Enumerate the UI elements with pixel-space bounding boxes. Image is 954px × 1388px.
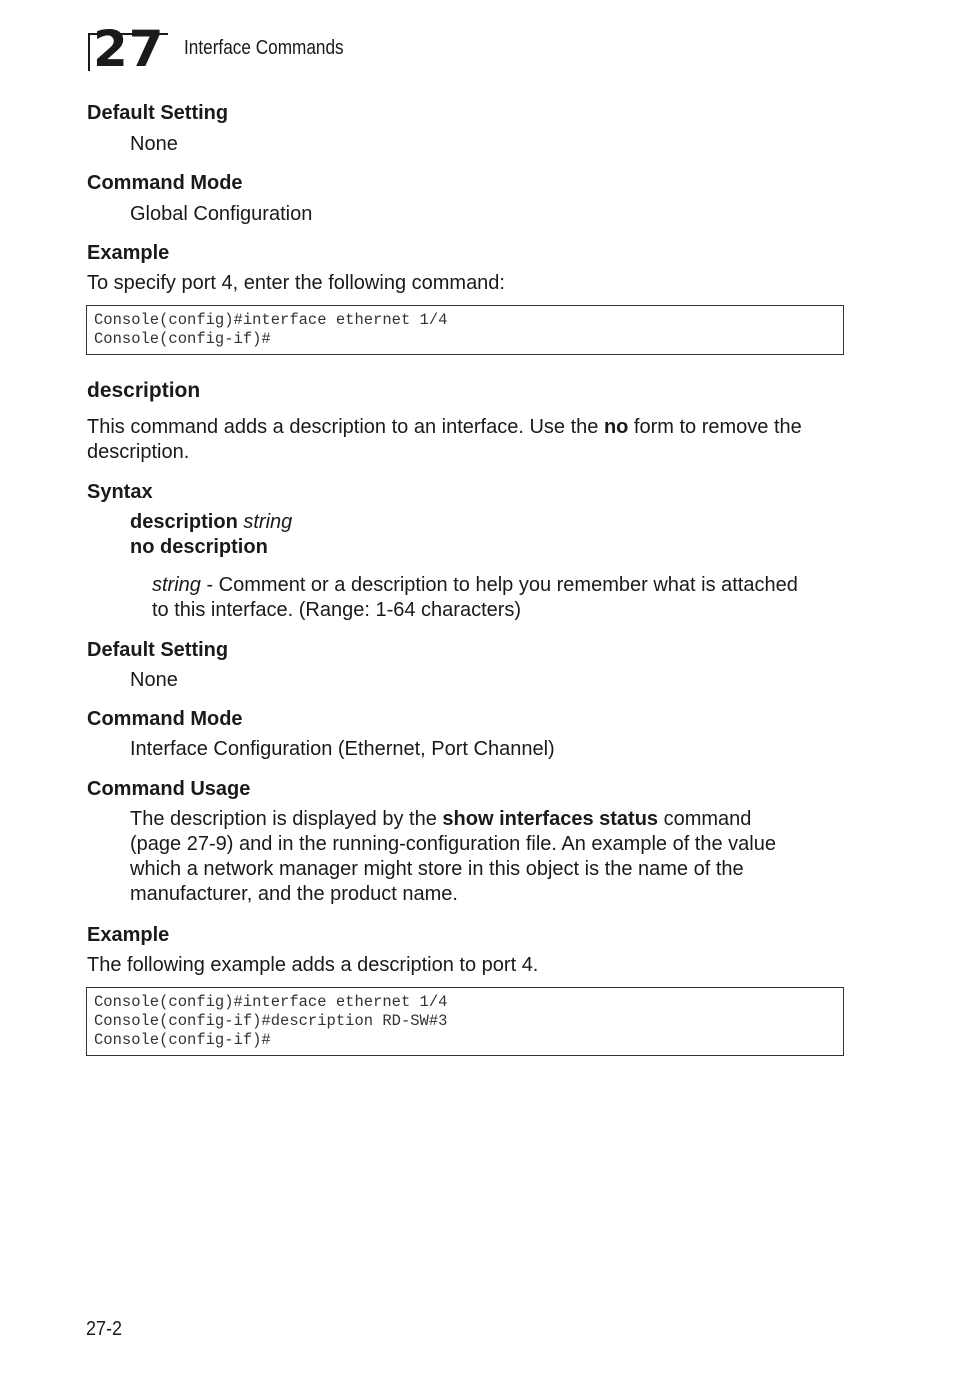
default-setting-value: None bbox=[130, 133, 178, 155]
syntax-block bbox=[130, 510, 292, 560]
syntax-command: description bbox=[130, 511, 238, 533]
syntax-heading: Syntax bbox=[87, 481, 153, 503]
default-setting-heading: Default Setting bbox=[87, 639, 229, 661]
show-interfaces-status-keyword: show interfaces status bbox=[442, 808, 659, 830]
running-title: Interface Commands bbox=[184, 37, 344, 59]
parameter-name: string bbox=[152, 574, 201, 596]
page-number: 27-2 bbox=[86, 1318, 123, 1340]
parameter-description: string - Comment or a description to help you remember what is attached to this interface. (Range: 1-64 characters) bbox=[152, 574, 798, 621]
command-mode-heading: Command Mode bbox=[87, 708, 243, 730]
command-title: description bbox=[87, 379, 201, 402]
code-line: Console(config)#interface ethernet 1/4 bbox=[94, 311, 448, 329]
code-line: Console(config-if)# bbox=[94, 1031, 271, 1049]
default-setting-heading: Default Setting bbox=[87, 102, 229, 124]
code-line: Console(config-if)#description RD-SW#3 bbox=[94, 1012, 448, 1030]
code-line: Console(config)#interface ethernet 1/4 bbox=[94, 993, 448, 1011]
syntax-argument: string bbox=[243, 511, 293, 533]
chapter-number: 27 bbox=[93, 20, 165, 78]
example-intro: To specify port 4, enter the following command: bbox=[87, 272, 505, 294]
code-line: Console(config-if)# bbox=[94, 330, 271, 348]
command-intro: This command adds a description to an interface. Use the no form to remove the description. bbox=[87, 416, 802, 463]
example-intro: The following example adds a description to port 4. bbox=[87, 954, 539, 976]
command-usage-heading: Command Usage bbox=[87, 778, 251, 800]
example-heading: Example bbox=[87, 242, 170, 264]
code-block bbox=[86, 305, 844, 355]
no-keyword: no bbox=[603, 416, 629, 438]
default-setting-value: None bbox=[130, 669, 178, 691]
command-mode-value: Interface Configuration (Ethernet, Port Channel) bbox=[130, 738, 555, 760]
example-heading: Example bbox=[87, 924, 170, 946]
command-mode-value: Global Configuration bbox=[130, 203, 313, 225]
command-mode-heading: Command Mode bbox=[87, 172, 243, 194]
chapter-number-box bbox=[88, 20, 168, 78]
code-block bbox=[86, 987, 844, 1056]
command-usage-text: The description is displayed by the show interfaces status command (page 27-9) and in the running-configuration file. An example of the value which a network manager might store in this object is the name of the manufacturer, and the product name. bbox=[130, 808, 776, 905]
syntax-no-form: no description bbox=[130, 536, 268, 558]
